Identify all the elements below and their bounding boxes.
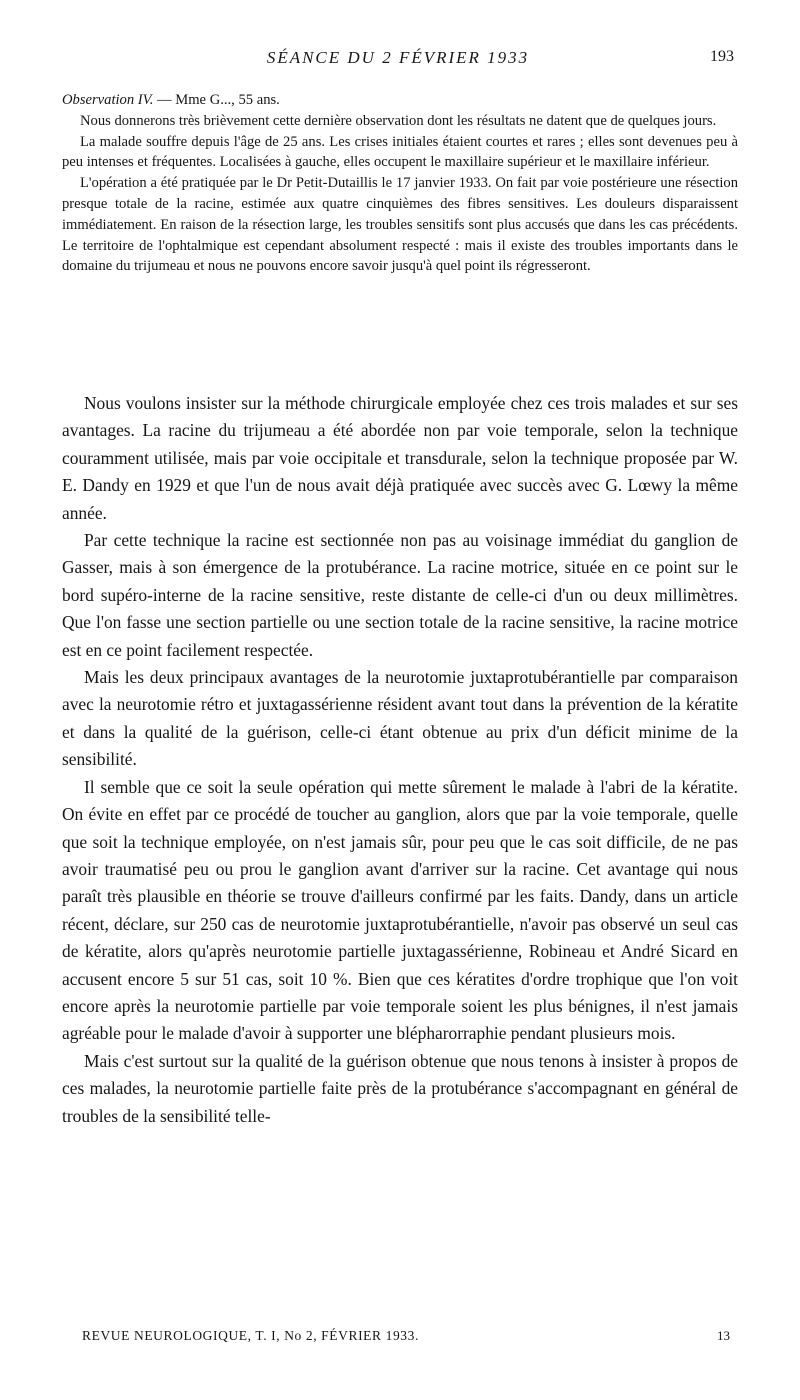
body-paragraph-2: Par cette technique la racine est sectionnée non pas au voisinage immédiat du ganglion de Gasser, mais à son émergence de la protubérance. La racine motrice, située en ce point sur le bord supéro-interne de la racine sensitive, reste distante de celle-ci d'un ou deux millimètres. Que l'on fasse une section partielle ou une section totale de la racine sensitive, la racine motrice est en ce point facilement respectée.: [62, 530, 738, 660]
observation-patient: — Mme G..., 55 ans.: [153, 92, 280, 108]
running-title: SÉANCE DU 2 FÉVRIER 1933: [266, 48, 530, 67]
observation-paragraph-2: La malade souffre depuis l'âge de 25 ans. Les crises initiales étaient courtes et rares ; elles sont devenues peu à peu intenses et fréquentes. Localisées à gauche, elles occupent le maxillaire supérieur et le maxillaire inférieur.: [62, 133, 738, 171]
observation-paragraph-1: Nous donnerons très brièvement cette dernière observation dont les résultats ne datent que de quelques jours.: [80, 112, 717, 129]
body-paragraph-5: Mais c'est surtout sur la qualité de la guérison obtenue que nous tenons à insister à propos de ces malades, la neurotomie partielle faite près de la protubérance s'accompagnant en général de troubles de la sensibilité telle-: [62, 1050, 738, 1126]
observation-label: Observation IV.: [62, 92, 154, 108]
page-number: 193: [710, 48, 734, 65]
main-text: [62, 390, 738, 1130]
page-footer: [82, 1328, 730, 1350]
body-paragraph-1: Nous voulons insister sur la méthode chirurgicale employée chez ces trois malades et sur ses avantages. La racine du trijumeau a été abordée non par voie temporale, selon la technique couramment utilisée, mais par voie occipitale et transdurale, selon la technique proposée par W. E. Dandy en 1929 et que l'un de nous avait déjà pratiquée avec succès avec G. Lœwy la même année.: [62, 393, 738, 523]
observation-paragraph-3: L'opération a été pratiquée par le Dr Petit-Dutaillis le 17 janvier 1933. On fait par voie postérieure une résection presque totale de la racine, estimée aux quatre cinquièmes des fibres sensitives. Les douleurs disparaissent immédiatement. En raison de la résection large, les troubles sensitifs sont plus accusés que dans les cas précédents. Le territoire de l'ophtalmique est cependant absolument respecté : mais il existe des troubles importants dans le domaine du trijumeau et nous ne pouvons encore savoir jusqu'à quel point ils régresseront.: [62, 175, 738, 275]
signature-mark: 13: [717, 1328, 730, 1343]
journal-reference: REVUE NEUROLOGIQUE, T. I, No 2, FÉVRIER 1933.: [82, 1328, 419, 1343]
body-paragraph-3: Mais les deux principaux avantages de la neurotomie juxtaprotubérantielle par comparaison avec la neurotomie rétro et juxtagassérienne résident avant tout dans la prévention de la kératite et dans la qualité de la guérison, celle-ci étant obtenue au prix d'un déficit minime de la sensibilité.: [62, 667, 738, 770]
observation-heading: [62, 90, 738, 111]
observation-block: [62, 90, 738, 277]
running-head: [62, 48, 734, 72]
body-paragraph-4: Il semble que ce soit la seule opération qui mette sûrement le malade à l'abri de la kératite. On évite en effet par ce procédé de toucher au ganglion, alors que par la voie temporale, quelle que soit la technique employée, on n'est jamais sûr, pour peu que le cas soit difficile, de ne pas avoir traumatisé peu ou prou le ganglion avant d'arriver sur la racine. Cet avantage qui nous paraît très plausible en théorie se trouve d'ailleurs confirmé par les faits. Dandy, dans un article récent, déclare, sur 250 cas de neurotomie juxtaprotubérantielle, n'avoir pas observé un seul cas de kératite, alors qu'après neurotomie partielle juxtagassérienne, Robineau et André Sicard en accusent encore 5 sur 51 cas, soit 10 %. Bien que ces kératites d'ordre trophique que l'on voit encore après la neurotomie partielle par voie temporale soient les plus bénignes, il n'est jamais agréable pour le malade d'avoir à supporter une blépharorraphie pendant plusieurs mois.: [62, 776, 738, 1044]
